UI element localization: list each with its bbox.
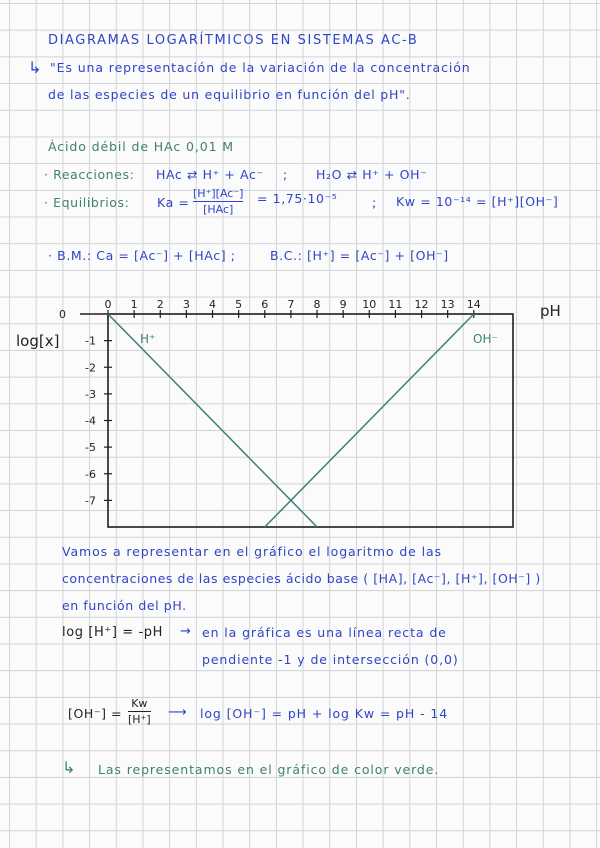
footer-arrow-icon: ↳ xyxy=(62,758,77,777)
ka-numerator: [H⁺][Ac⁻] xyxy=(193,187,244,200)
x-tick-label: 0 xyxy=(104,298,112,311)
subtitle: Ácido débil de HAc 0,01 M xyxy=(48,139,234,154)
explanation-line-2: concentraciones de las especies ácido base ( [HA], [Ac⁻], [H⁺], [OH⁻] ) xyxy=(62,571,541,586)
oh-numerator: Kw xyxy=(131,697,148,710)
intro-line-1: "Es una representación de la variación de la concentración xyxy=(50,60,471,75)
x-axis-label: pH xyxy=(540,302,561,320)
footer-text: Las representamos en el gráfico de color verde. xyxy=(98,762,440,777)
mass-balance: · B.M.: Ca = [Ac⁻] + [HAc] ; xyxy=(48,248,236,263)
reaction-separator: ; xyxy=(283,167,288,182)
reaction-water: H₂O ⇄ H⁺ + OH⁻ xyxy=(316,167,428,182)
x-tick-label: 9 xyxy=(339,298,347,311)
series-label-oh: OH⁻ xyxy=(473,332,498,346)
y-tick-label: -4 xyxy=(85,414,96,428)
arrow-right-icon: → xyxy=(180,624,192,639)
series-label-h: H⁺ xyxy=(140,332,156,346)
y-tick-label: -6 xyxy=(85,467,96,481)
x-tick-label: 14 xyxy=(466,298,481,311)
kw-expression: Kw = 10⁻¹⁴ = [H⁺][OH⁻] xyxy=(396,194,559,209)
explanation-line-1: Vamos a representar en el gráfico el logaritmo de las xyxy=(62,544,442,559)
log-h-description-2: pendiente -1 y de intersección (0,0) xyxy=(202,652,459,667)
x-tick-label: 4 xyxy=(209,298,217,311)
x-tick-label: 5 xyxy=(235,298,243,311)
y-tick-label: -1 xyxy=(85,334,96,348)
ka-lhs: Ka = xyxy=(157,195,190,210)
x-tick-label: 7 xyxy=(287,298,295,311)
plot-frame xyxy=(108,314,513,527)
x-tick-label: 2 xyxy=(156,298,164,311)
x-tick-label: 6 xyxy=(261,298,269,311)
x-tick-label: 11 xyxy=(388,298,403,311)
x-tick-label: 3 xyxy=(182,298,190,311)
x-tick-label: 13 xyxy=(440,298,455,311)
log-h-formula: log [H⁺] = -pH xyxy=(62,625,164,640)
log-oh-formula: log [OH⁻] = pH + log Kw = pH - 14 xyxy=(200,706,449,721)
long-arrow-icon: ⟶ xyxy=(168,705,188,720)
y-tick-label: -3 xyxy=(85,387,96,401)
charge-balance: B.C.: [H⁺] = [Ac⁻] + [OH⁻] xyxy=(270,248,449,263)
log-h-description-1: en la gráfica es una línea recta de xyxy=(202,625,447,640)
y-tick-label: -2 xyxy=(85,361,96,375)
ka-value: = 1,75·10⁻⁵ xyxy=(257,191,338,206)
x-tick-label: 10 xyxy=(362,298,377,311)
y-axis-label: log[x] xyxy=(16,332,60,350)
intro-line-2: de las especies de un equilibrio en función del pH". xyxy=(48,87,411,102)
reacciones-label: · Reacciones: xyxy=(44,167,135,182)
equilibrios-label: · Equilibrios: xyxy=(44,195,130,210)
y-tick-label: -7 xyxy=(85,494,96,508)
y-tick-label: 0 xyxy=(59,308,66,321)
y-tick-label: -5 xyxy=(85,441,96,455)
oh-fraction xyxy=(128,697,151,726)
x-tick-label: 8 xyxy=(313,298,321,311)
oh-denominator: [H⁺] xyxy=(128,713,151,727)
reaction-hac: HAc ⇄ H⁺ + Ac⁻ xyxy=(156,167,264,182)
equilibrium-separator: ; xyxy=(372,195,377,210)
series-line-oh xyxy=(265,314,474,527)
x-tick-label: 12 xyxy=(414,298,429,311)
intro-arrow-icon: ↳ xyxy=(28,58,43,77)
oh-lhs: [OH⁻] = xyxy=(68,706,123,721)
page-title: DIAGRAMAS LOGARÍTMICOS EN SISTEMAS AC-B xyxy=(48,33,419,48)
fraction-bar xyxy=(128,711,151,712)
x-tick-label: 1 xyxy=(130,298,138,311)
explanation-line-3: en función del pH. xyxy=(62,598,187,613)
ka-denominator: [HAc] xyxy=(203,203,234,217)
